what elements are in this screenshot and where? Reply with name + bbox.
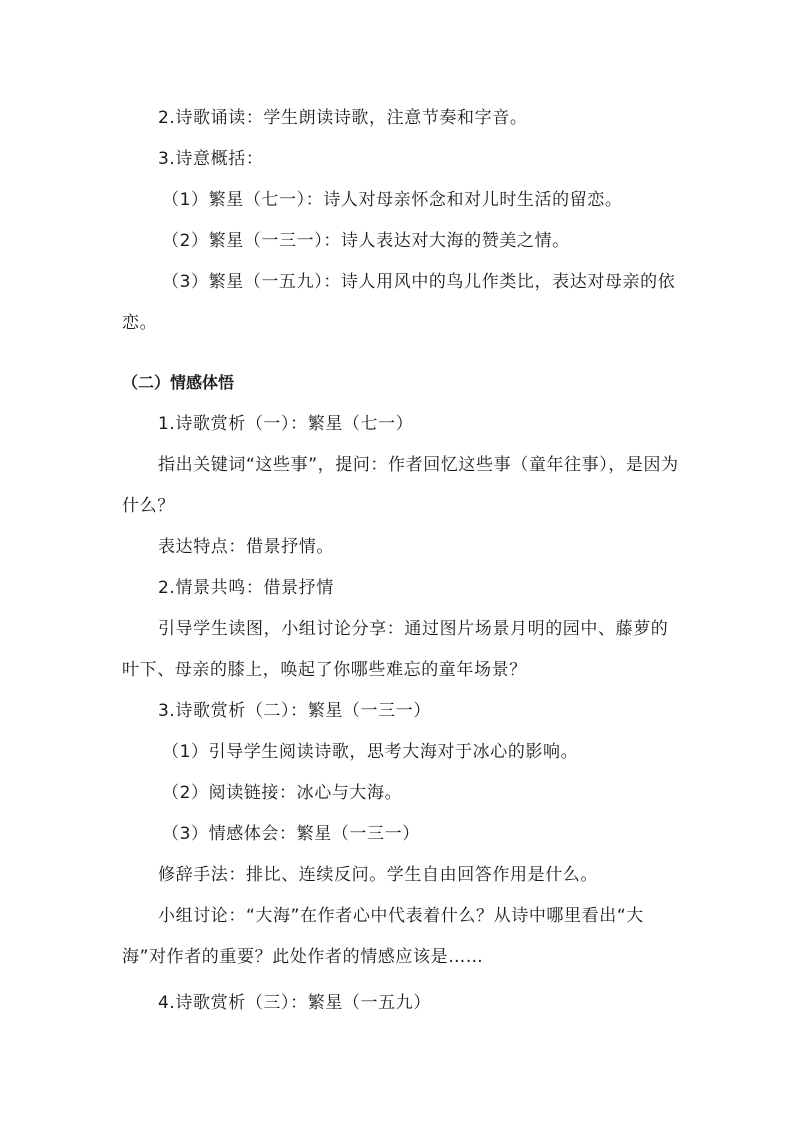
paragraph-analysis-2-2: （2）阅读链接：冰心与大海。 <box>162 783 403 803</box>
paragraph-group-discussion-2: 小组讨论：“大海”在作者心中代表着什么？从诗中哪里看出“大海”对作者的重要？此处作者的情感应该是…… <box>122 906 644 967</box>
paragraph-rhetoric: 修辞手法：排比、连续反问。学生自由回答作用是什么。 <box>158 865 598 885</box>
paragraph-analysis-1: 1.诗歌赏析（一）：繁星（七一） <box>158 414 414 434</box>
section-heading: （二）情感体悟 <box>122 373 235 392</box>
paragraph-summary-1: （1）繁星（七一）：诗人对母亲怀念和对儿时生活的留恋。 <box>162 190 623 210</box>
paragraph-resonance: 2.情景共鸣：借景抒情 <box>158 578 334 598</box>
paragraph-summary-title: 3.诗意概括： <box>158 149 264 169</box>
paragraph-recitation: 2.诗歌诵读：学生朗读诗歌，注意节奏和字音。 <box>158 108 528 128</box>
paragraph-analysis-2-1: （1）引导学生阅读诗歌，思考大海对于冰心的影响。 <box>162 742 579 762</box>
paragraph-group-discussion-1: 引导学生读图，小组讨论分享：通过图片场景月明的园中、藤萝的叶下、母亲的膝上，唤起了你哪些难忘的童年场景？ <box>122 619 669 680</box>
paragraph-keyword: 指出关键词“这些事”，提问：作者回忆这些事（童年往事），是因为什么？ <box>122 455 679 516</box>
paragraph-feature: 表达特点：借景抒情。 <box>158 537 334 557</box>
paragraph-analysis-2-3: （3）情感体会：繁星（一三一） <box>162 824 420 844</box>
paragraph-summary-2: （2）繁星（一三一）：诗人表达对大海的赞美之情。 <box>162 231 570 251</box>
paragraph-analysis-2: 3.诗歌赏析（二）：繁星（一三一） <box>158 701 431 721</box>
paragraph-analysis-3: 4.诗歌赏析（三）：繁星（一五九） <box>158 993 431 1013</box>
paragraph-summary-3: （3）繁星（一五九）：诗人用风中的鸟儿作类比，表达对母亲的依恋。 <box>122 272 676 333</box>
